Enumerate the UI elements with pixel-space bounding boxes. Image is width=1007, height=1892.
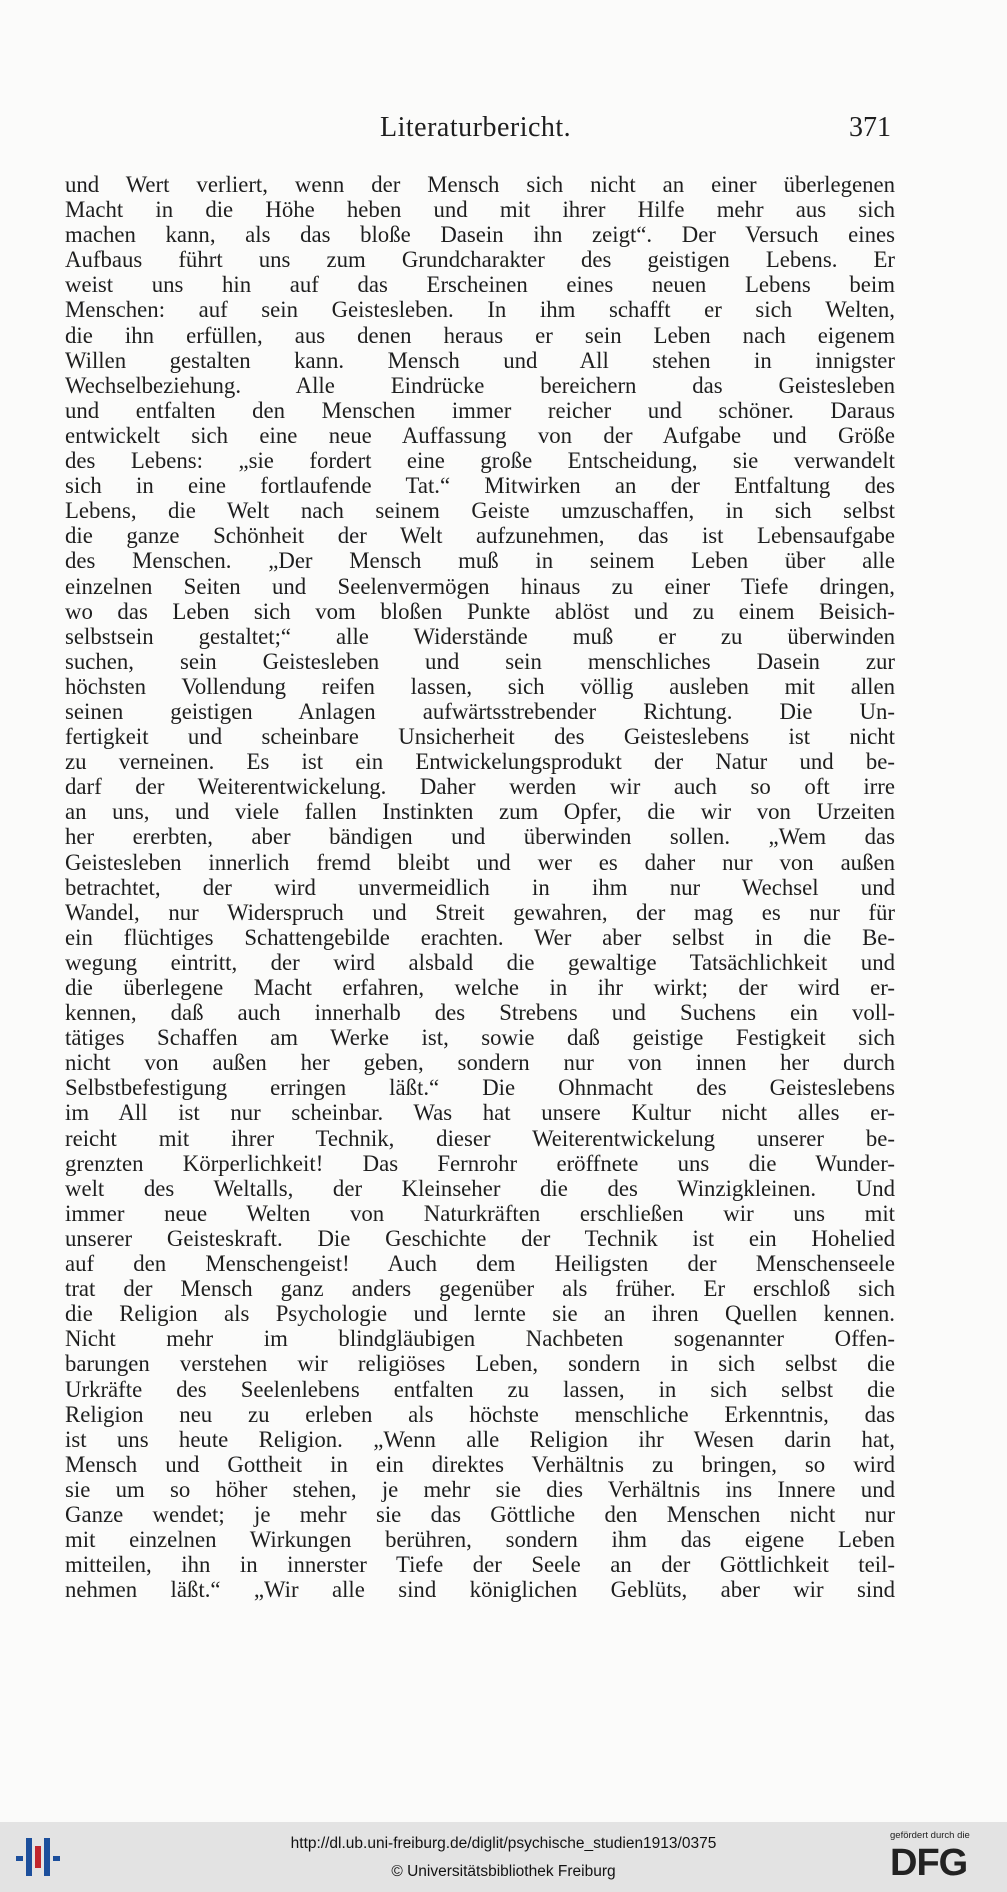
text-line: die ihn erfüllen, aus denen heraus er sein Leben nach eigenem — [65, 322, 895, 348]
text-line: Mensch und Gottheit in ein direktes Verhältnis zu bringen, so wird — [65, 1451, 895, 1477]
text-line: Macht in die Höhe heben und mit ihrer Hilfe mehr aus sich — [65, 197, 895, 223]
text-line: grenzten Körperlichkeit! Das Fernrohr eröffnete uns die Wunder- — [65, 1150, 895, 1176]
text-line: tätiges Schaffen am Werke ist, sowie daß geistige Festigkeit sich — [65, 1025, 895, 1051]
text-line: unserer Geisteskraft. Die Geschichte der Technik ist ein Hohelied — [65, 1225, 895, 1251]
text-line: nicht von außen her geben, sondern nur von innen her durch — [65, 1050, 895, 1076]
text-line: und entfalten den Menschen immer reicher und schöner. Daraus — [65, 397, 895, 423]
text-line: Menschen: auf sein Geistesleben. In ihm schafft er sich Welten, — [65, 297, 895, 323]
viewer-footer — [0, 1822, 1007, 1892]
text-line: Willen gestalten kann. Mensch und All stehen in innigster — [65, 347, 895, 373]
text-line: weist uns hin auf das Erscheinen eines neuen Lebens beim — [65, 272, 895, 298]
text-line: einzelnen Seiten und Seelenvermögen hinaus zu einer Tiefe dringen, — [65, 573, 895, 599]
text-line: selbstsein gestaltet;“ alle Widerstände muß er zu überwinden — [65, 623, 895, 649]
text-line: her ererbten, aber bändigen und überwinden sollen. „Wem das — [65, 824, 895, 850]
text-line: nehmen läßt.“ „Wir alle sind königlichen Geblüts, aber wir sind — [65, 1577, 895, 1603]
text-line: Aufbaus führt uns zum Grundcharakter des geistigen Lebens. Er — [65, 247, 895, 273]
text-line: höchsten Vollendung reifen lassen, sich völlig ausleben mit allen — [65, 673, 895, 699]
text-line: darf der Weiterentwickelung. Daher werden wir auch so oft irre — [65, 774, 895, 800]
text-line: kennen, daß auch innerhalb des Strebens und Suchens ein voll- — [65, 1000, 895, 1026]
text-line: wegung eintritt, der wird alsbald die gewaltige Tatsächlichkeit und — [65, 949, 895, 975]
text-line: des Menschen. „Der Mensch muß in seinem Leben über alle — [65, 548, 895, 574]
text-line: Urkräfte des Seelenlebens entfalten zu lassen, in sich selbst die — [65, 1376, 895, 1402]
text-line: Wechselbeziehung. Alle Eindrücke bereichern das Geistesleben — [65, 372, 895, 398]
text-line: die Religion als Psychologie und lernte sie an ihren Quellen kennen. — [65, 1301, 895, 1327]
text-line: und Wert verliert, wenn der Mensch sich nicht an einer überlegenen — [65, 172, 895, 197]
copyright-notice: © Universitätsbibliothek Freiburg — [391, 1863, 616, 1880]
text-line: Geistesleben innerlich fremd bleibt und wer es daher nur von außen — [65, 849, 895, 875]
text-line: fertigkeit und scheinbare Unsicherheit des Geisteslebens ist nicht — [65, 724, 895, 750]
text-line: wo das Leben sich vom bloßen Punkte ablöst und zu einem Beisich- — [65, 598, 895, 624]
text-line: betrachtet, der wird unvermeidlich in ihm nur Wechsel und — [65, 874, 895, 900]
text-line: die ganze Schönheit der Welt aufzunehmen, das ist Lebensaufgabe — [65, 523, 895, 549]
dfg-logo-mark: DFG — [890, 1842, 968, 1884]
body-text — [65, 172, 895, 1602]
text-line: sich in eine fortlaufende Tat.“ Mitwirken an der Entfaltung des — [65, 473, 895, 499]
text-line: suchen, sein Geistesleben und sein menschliches Dasein zur — [65, 648, 895, 674]
text-line: ein flüchtiges Schattengebilde erachten. Wer aber selbst in die Be- — [65, 924, 895, 950]
dfg-sponsor-logo[interactable] — [890, 1828, 1002, 1888]
text-line: mit einzelnen Wirkungen berühren, sondern ihm das eigene Leben — [65, 1527, 895, 1553]
text-line: im All ist nur scheinbar. Was hat unsere Kultur nicht alles er- — [65, 1100, 895, 1126]
sponsor-caption: gefördert durch die — [890, 1830, 970, 1841]
text-line: immer neue Welten von Naturkräften erschließen wir uns mit — [65, 1200, 895, 1226]
text-line: Wandel, nur Widerspruch und Streit gewahren, der mag es nur für — [65, 899, 895, 925]
text-line: welt des Weltalls, der Kleinseher die des Winzigkleinen. Und — [65, 1175, 895, 1201]
text-line: machen kann, als das bloße Dasein ihn zeigt“. Der Versuch eines — [65, 222, 895, 248]
page-number: 371 — [849, 112, 891, 143]
text-line: des Lebens: „sie fordert eine große Entscheidung, sie verwandelt — [65, 448, 895, 474]
text-line: an uns, und viele fallen Instinkten zum Opfer, die wir von Urzeiten — [65, 799, 895, 825]
text-line: barungen verstehen wir religiöses Leben, sondern in sich selbst die — [65, 1351, 895, 1377]
running-title: Literaturbericht. — [380, 112, 572, 143]
text-line: reicht mit ihrer Technik, dieser Weiterentwickelung unserer be- — [65, 1125, 895, 1151]
text-line: trat der Mensch ganz anders gegenüber als früher. Er erschloß sich — [65, 1276, 895, 1302]
text-line: zu verneinen. Es ist ein Entwickelungsprodukt der Natur und be- — [65, 749, 895, 775]
text-line: mitteilen, ihn in innerster Tiefe der Seele an der Göttlichkeit teil- — [65, 1552, 895, 1578]
text-line: Selbstbefestigung erringen läßt.“ Die Ohnmacht des Geisteslebens — [65, 1075, 895, 1101]
text-line: ist uns heute Religion. „Wenn alle Religion ihr Wesen darin hat, — [65, 1426, 895, 1452]
text-line: seinen geistigen Anlagen aufwärtsstrebender Richtung. Die Un- — [65, 698, 895, 724]
text-line: die überlegene Macht erfahren, welche in ihr wirkt; der wird er- — [65, 975, 895, 1000]
text-line: Lebens, die Welt nach seinem Geiste umzuschaffen, in sich selbst — [65, 498, 895, 524]
text-line: entwickelt sich eine neue Auffassung von der Aufgabe und Größe — [65, 422, 895, 448]
page-header — [0, 112, 1007, 152]
text-line: Ganze wendet; je mehr sie das Göttliche den Menschen nicht nur — [65, 1501, 895, 1527]
source-url-link[interactable]: http://dl.ub.uni-freiburg.de/diglit/psychische_studien1913/0375 — [290, 1835, 717, 1852]
text-line: Nicht mehr im blindgläubigen Nachbeten sogenannter Offen- — [65, 1326, 895, 1352]
text-line: auf den Menschengeist! Auch dem Heiligsten der Menschenseele — [65, 1251, 895, 1277]
text-line: Religion neu zu erleben als höchste menschliche Erkenntnis, das — [65, 1401, 895, 1427]
text-line: sie um so höher stehen, je mehr sie dies Verhältnis ins Innere und — [65, 1476, 895, 1502]
